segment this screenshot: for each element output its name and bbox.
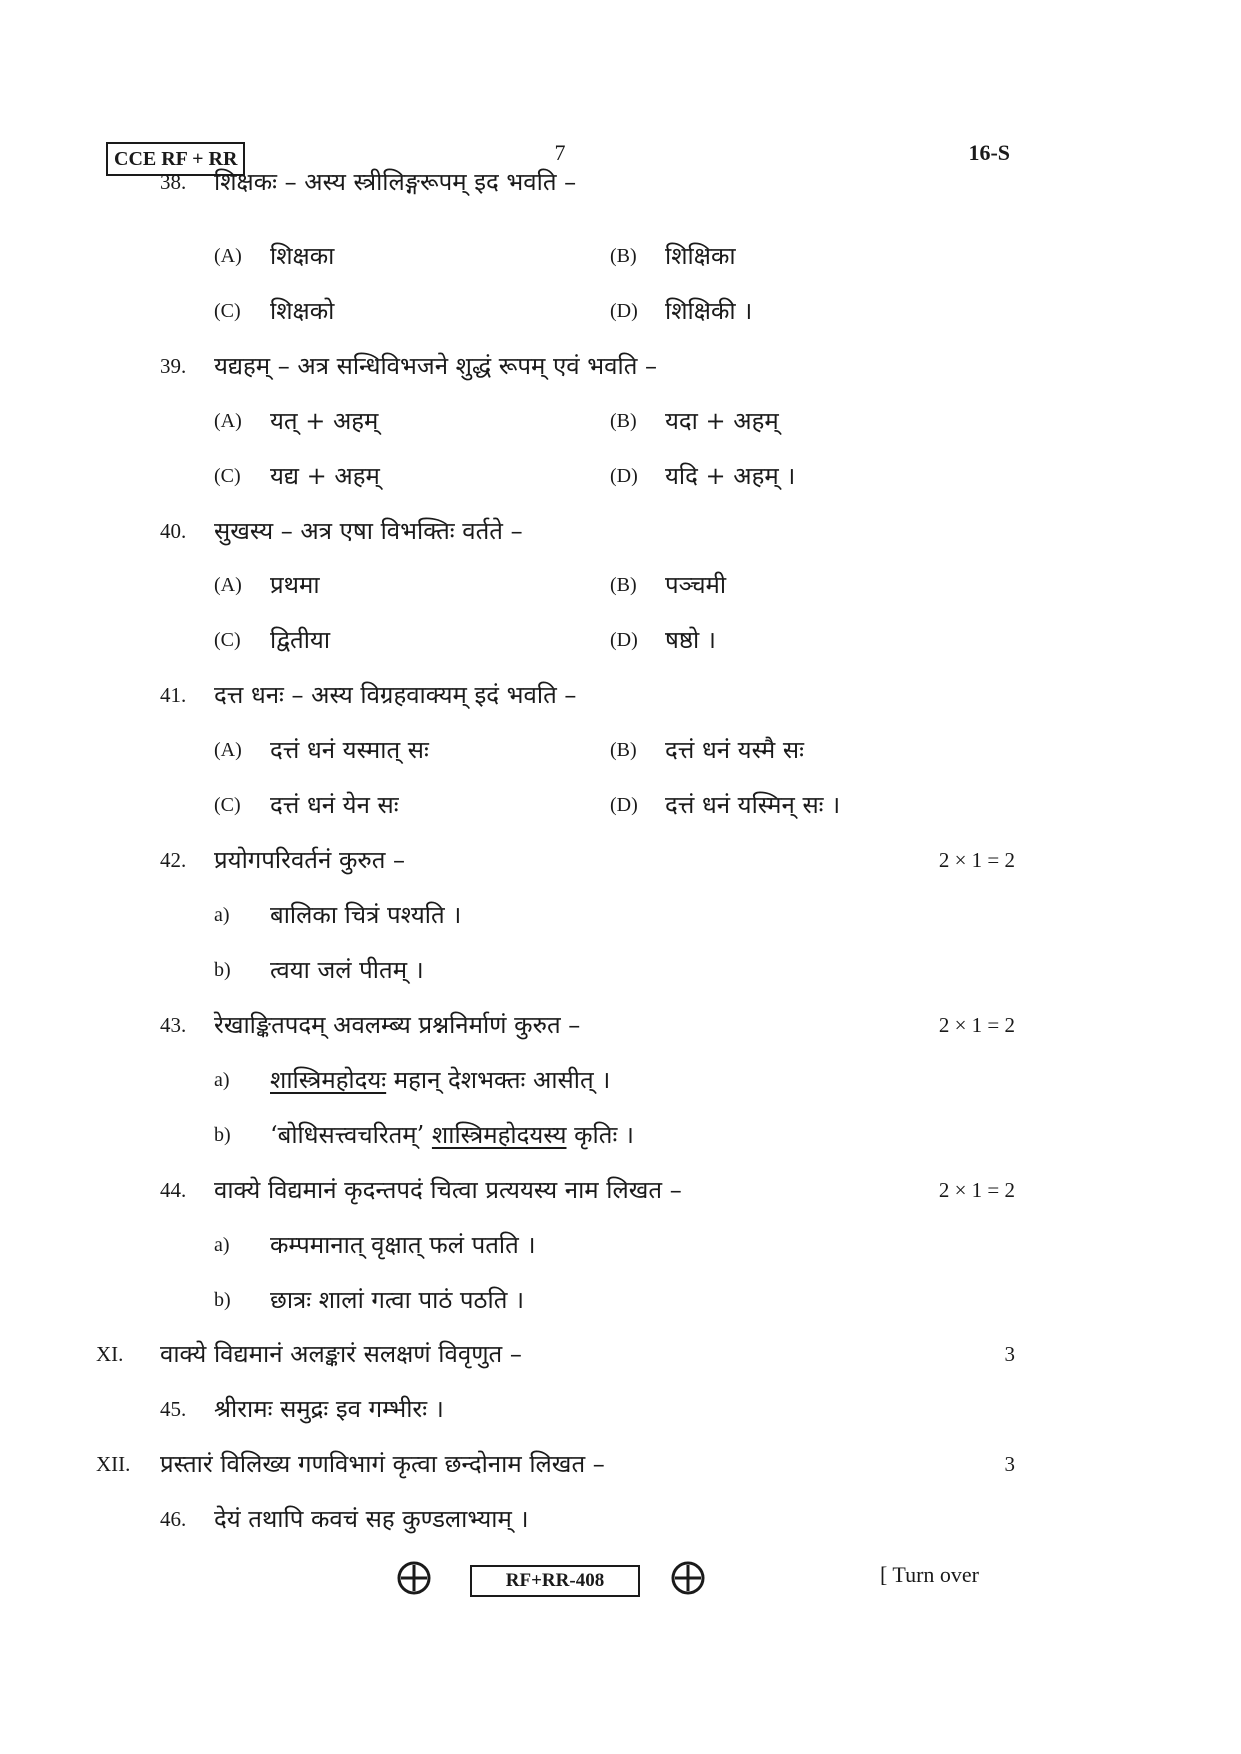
question-43 <box>0 1007 1015 1043</box>
option-text: शिक्षिकी । <box>665 297 753 325</box>
options-row <box>0 787 1100 823</box>
footer-code-box: RF+RR-408 <box>470 1565 640 1597</box>
question-number: 46. <box>160 1507 187 1531</box>
option-label: (D) <box>610 300 638 322</box>
marks-label: 3 <box>1004 1452 1015 1476</box>
option-text: शिक्षका <box>270 242 335 270</box>
question-text: रेखाङ्कितपदम् अवलम्ब्य प्रश्ननिर्माणं कुरुत – <box>214 1011 581 1039</box>
sub-item-text <box>270 1062 610 1098</box>
sub-item-b <box>0 1117 1100 1153</box>
question-text: शिक्षकः – अस्य स्त्रीलिङ्गरूपम् इद भवति – <box>214 168 577 196</box>
marks-label: 2 × 1 = 2 <box>938 1013 1015 1037</box>
section-text: प्रस्तारं विलिख्य गणविभागं कृत्वा छन्दोनाम लिखत – <box>160 1450 605 1478</box>
question-text: यद्यहम् – अत्र सन्धिविभजने शुद्धं रूपम् एवं भवति – <box>214 352 658 380</box>
question-text: दत्त धनः – अस्य विग्रहवाक्यम् इदं भवति – <box>214 681 577 709</box>
question-number: 45. <box>160 1397 187 1421</box>
option-text: यद्य + अहम् <box>270 462 380 490</box>
question-number: 41. <box>160 683 187 707</box>
option-label: (D) <box>610 465 638 487</box>
sub-item-text: बालिका चित्रं पश्यति । <box>270 901 462 929</box>
option-label: (D) <box>610 794 638 816</box>
section-text: वाक्ये विद्यमानं अलङ्कारं सलक्षणं विवृणुत – <box>160 1340 522 1368</box>
option-text: दत्तं धनं येन सः <box>270 791 399 819</box>
sub-item-a <box>0 1062 1100 1098</box>
option-label: (B) <box>610 245 637 267</box>
option-text: द्वितीया <box>270 626 331 654</box>
section-xii <box>0 1446 1015 1482</box>
sub-item-b <box>0 952 1100 988</box>
option-text: दत्तं धनं यस्मै सः <box>665 736 804 764</box>
option-label: (A) <box>214 410 242 432</box>
question-46 <box>0 1501 1100 1537</box>
section-xi <box>0 1336 1015 1372</box>
option-text: यत् + अहम् <box>270 407 379 435</box>
option-text: यदि + अहम् । <box>665 462 796 490</box>
page-number: 7 <box>554 140 566 165</box>
question-number: 43. <box>160 1013 187 1037</box>
sub-item-a <box>0 1227 1100 1263</box>
question-number: 44. <box>160 1178 187 1202</box>
question-text: वाक्ये विद्यमानं कृदन्तपदं चित्वा प्रत्ययस्य नाम लिखत – <box>214 1176 682 1204</box>
question-38 <box>0 164 1100 200</box>
sub-item-label: a) <box>214 904 230 926</box>
option-text: शिक्षिका <box>665 242 736 270</box>
sub-item-text <box>270 1117 634 1153</box>
sub-item-label: a) <box>214 1234 230 1256</box>
sub-item-text: छात्रः शालां गत्वा पाठं पठति । <box>270 1286 525 1314</box>
underlined-word: शास्त्रिमहोदयः <box>270 1066 387 1094</box>
sentence-rest: महान् देशभक्तः आसीत् । <box>386 1066 611 1094</box>
option-label: (B) <box>610 574 637 596</box>
question-number: 38. <box>160 170 187 194</box>
option-label: (C) <box>214 300 241 322</box>
turn-over-label: [ Turn over <box>880 1562 980 1587</box>
sub-item-b <box>0 1282 1100 1318</box>
sub-item-text: कम्पमानात् वृक्षात् फलं पतति । <box>270 1231 536 1259</box>
sub-item-a <box>0 897 1100 933</box>
section-number: XI. <box>96 1342 124 1366</box>
option-label: (B) <box>610 739 637 761</box>
question-45 <box>0 1391 1100 1427</box>
question-40 <box>0 513 1100 549</box>
sub-item-label: b) <box>214 1124 231 1146</box>
option-text: दत्तं धनं यस्मात् सः <box>270 736 429 764</box>
option-label: (A) <box>214 739 242 761</box>
option-label: (A) <box>214 574 242 596</box>
option-label: (A) <box>214 245 242 267</box>
option-text: दत्तं धनं यस्मिन् सः । <box>665 791 841 819</box>
sub-item-label: b) <box>214 959 231 981</box>
option-text: यदा + अहम् <box>665 407 779 435</box>
options-row <box>0 238 1100 274</box>
registration-mark-icon <box>396 1560 432 1596</box>
options-row <box>0 293 1100 329</box>
option-label: (C) <box>214 465 241 487</box>
question-44 <box>0 1172 1015 1208</box>
question-41 <box>0 677 1100 713</box>
options-row <box>0 567 1100 603</box>
option-text: प्रथमा <box>270 571 320 599</box>
question-text: देयं तथापि कवचं सह कुण्डलाभ्याम् । <box>214 1505 529 1533</box>
option-label: (B) <box>610 410 637 432</box>
question-text: सुखस्य – अत्र एषा विभक्तिः वर्तते – <box>214 517 523 545</box>
question-number: 40. <box>160 519 187 543</box>
sub-item-text: त्वया जलं पीतम् । <box>270 956 424 984</box>
option-label: (C) <box>214 629 241 651</box>
marks-label: 3 <box>1004 1342 1015 1366</box>
options-row <box>0 403 1100 439</box>
marks-label: 2 × 1 = 2 <box>938 1178 1015 1202</box>
registration-mark-icon <box>670 1560 706 1596</box>
option-label: (C) <box>214 794 241 816</box>
marks-label: 2 × 1 = 2 <box>938 848 1015 872</box>
question-text: प्रयोगपरिवर्तनं कुरुत – <box>214 846 406 874</box>
sentence-rest: कृतिः । <box>566 1121 635 1149</box>
header-exam-code-box: CCE RF + RR <box>106 142 245 176</box>
question-text: श्रीरामः समुद्रः इव गम्भीरः । <box>214 1395 444 1423</box>
option-text: शिक्षको <box>270 297 335 325</box>
option-label: (D) <box>610 629 638 651</box>
sub-item-label: b) <box>214 1289 231 1311</box>
section-number: XII. <box>96 1452 131 1476</box>
option-text: पञ्चमी <box>665 571 727 599</box>
options-row <box>0 732 1100 768</box>
question-39 <box>0 348 1100 384</box>
question-number: 42. <box>160 848 187 872</box>
option-text: षष्ठो । <box>665 626 716 654</box>
options-row <box>0 622 1100 658</box>
sub-item-label: a) <box>214 1069 230 1091</box>
header-paper-code: 16-S <box>968 140 1010 165</box>
question-42 <box>0 842 1015 878</box>
sentence-start: ‘बोधिसत्त्वचरितम्’ <box>270 1121 432 1149</box>
underlined-word: शास्त्रिमहोदयस्य <box>431 1121 567 1149</box>
options-row <box>0 458 1100 494</box>
question-number: 39. <box>160 354 187 378</box>
